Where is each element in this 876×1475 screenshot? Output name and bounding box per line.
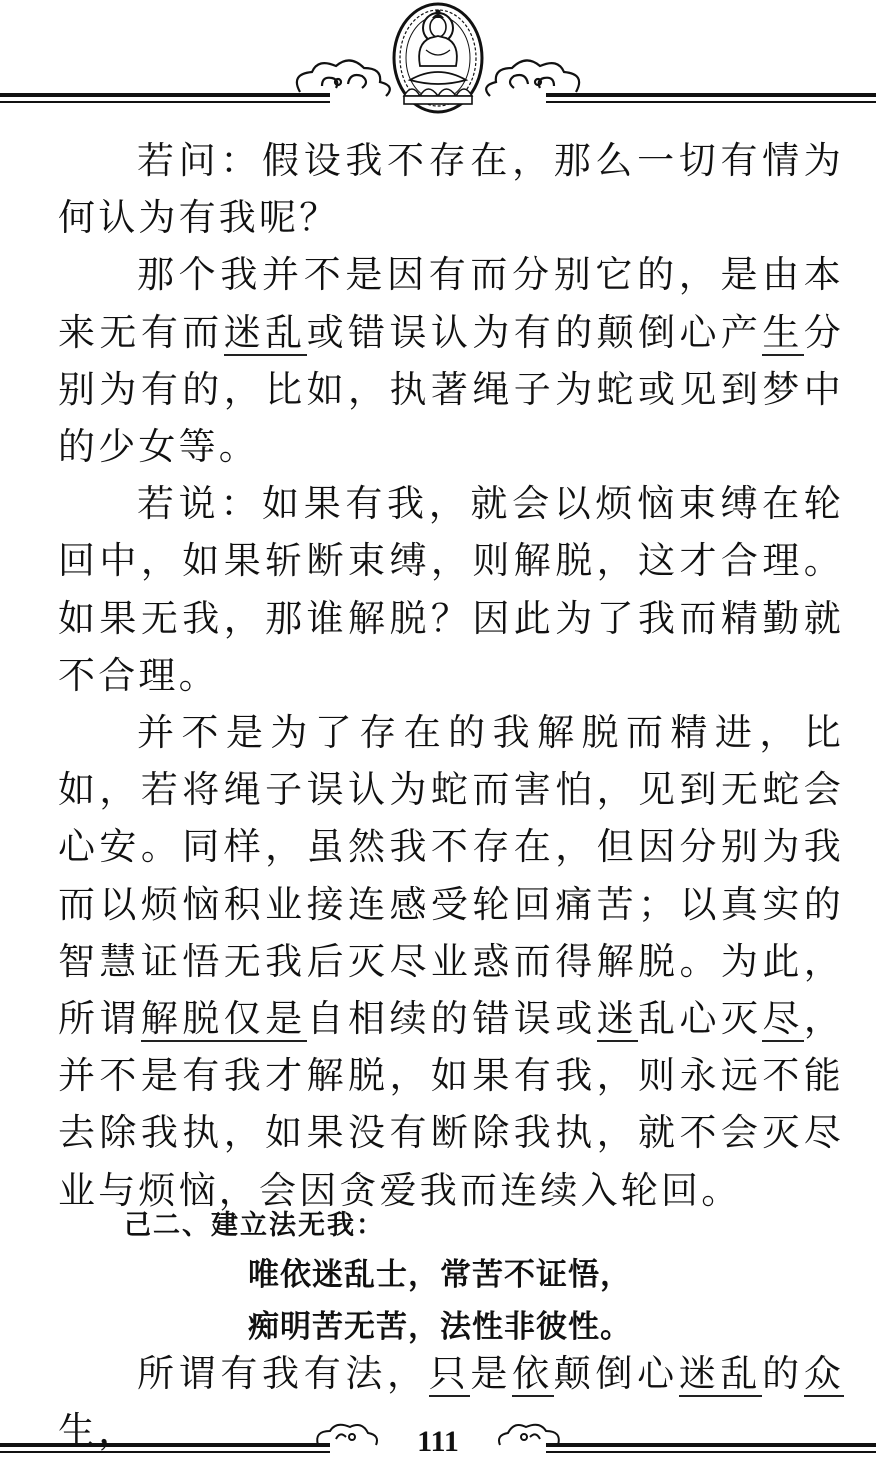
text-run: 并不是为了存在的我解脱而精进，比如，若将绳子误认为蛇而害怕，见到无蛇会心安。同样，虽然我不存在，但因分别为我而以烦恼积业接连感受轮回痛苦；以真实的智慧证悟无我后灭尽业惑而得解脱。为此，所谓 (58, 711, 844, 1041)
text-run: 那个我并不是因有而分别它的，是由本来无有而 (58, 253, 844, 354)
text-run: ，并不是有我才解脱，如果有我，则永远不能去除我执，如果没有断除我执，就不会灭尽业与烦恼，会因贪爱我而连续入轮回。 (58, 997, 845, 1212)
text-run: 是 (470, 1352, 513, 1395)
text-run: 所谓有我有法， (137, 1352, 429, 1395)
text-run: 分别为有的，比如，执著绳子为蛇或见到梦中的少女等。 (58, 310, 844, 469)
underlined-text: 依 (512, 1352, 554, 1395)
underlined-text: 尽 (762, 997, 804, 1041)
underlined-text: 迷乱 (223, 310, 307, 354)
body-paragraph (58, 475, 844, 704)
body-paragraph (58, 704, 844, 1219)
buddha-emblem-icon (0, 0, 876, 120)
body-paragraph (58, 246, 844, 475)
section-heading: 己二、建立法无我： (124, 1210, 385, 1241)
underlined-text: 只 (428, 1352, 471, 1395)
text-run: 若说：如果有我，就会以烦恼束缚在轮回中，如果斩断束缚，则解脱，这才合理。如果无我，那谁解脱？因此为了我而精勤就不合理。 (58, 482, 844, 697)
header-ornament (0, 0, 876, 120)
text-run: 颠倒心 (553, 1352, 679, 1395)
text-run: 或错误认为有的颠倒心产 (306, 310, 763, 354)
page-number: 111 (417, 1425, 459, 1458)
text-run: 自相续的错误或 (306, 997, 597, 1041)
underlined-text: 生 (762, 310, 804, 354)
underlined-text: 解脱仅是 (140, 997, 307, 1041)
underlined-text: 众 (803, 1352, 845, 1395)
verse-line: 痴明苦无苦，法性非彼性。 (248, 1309, 632, 1345)
underlined-text: 迷 (596, 997, 639, 1041)
text-run: 的 (762, 1352, 804, 1395)
text-run: 乱心灭 (638, 997, 763, 1041)
verse-line: 唯依迷乱士，常苦不证悟， (248, 1257, 632, 1293)
text-run: 生， (58, 1409, 139, 1453)
text-run: 若问：假设我不存在，那么一切有情为何认为有我呢？ (58, 139, 844, 240)
underlined-text: 迷乱 (678, 1352, 763, 1395)
body-text (58, 132, 844, 1219)
body-paragraph (58, 132, 844, 246)
